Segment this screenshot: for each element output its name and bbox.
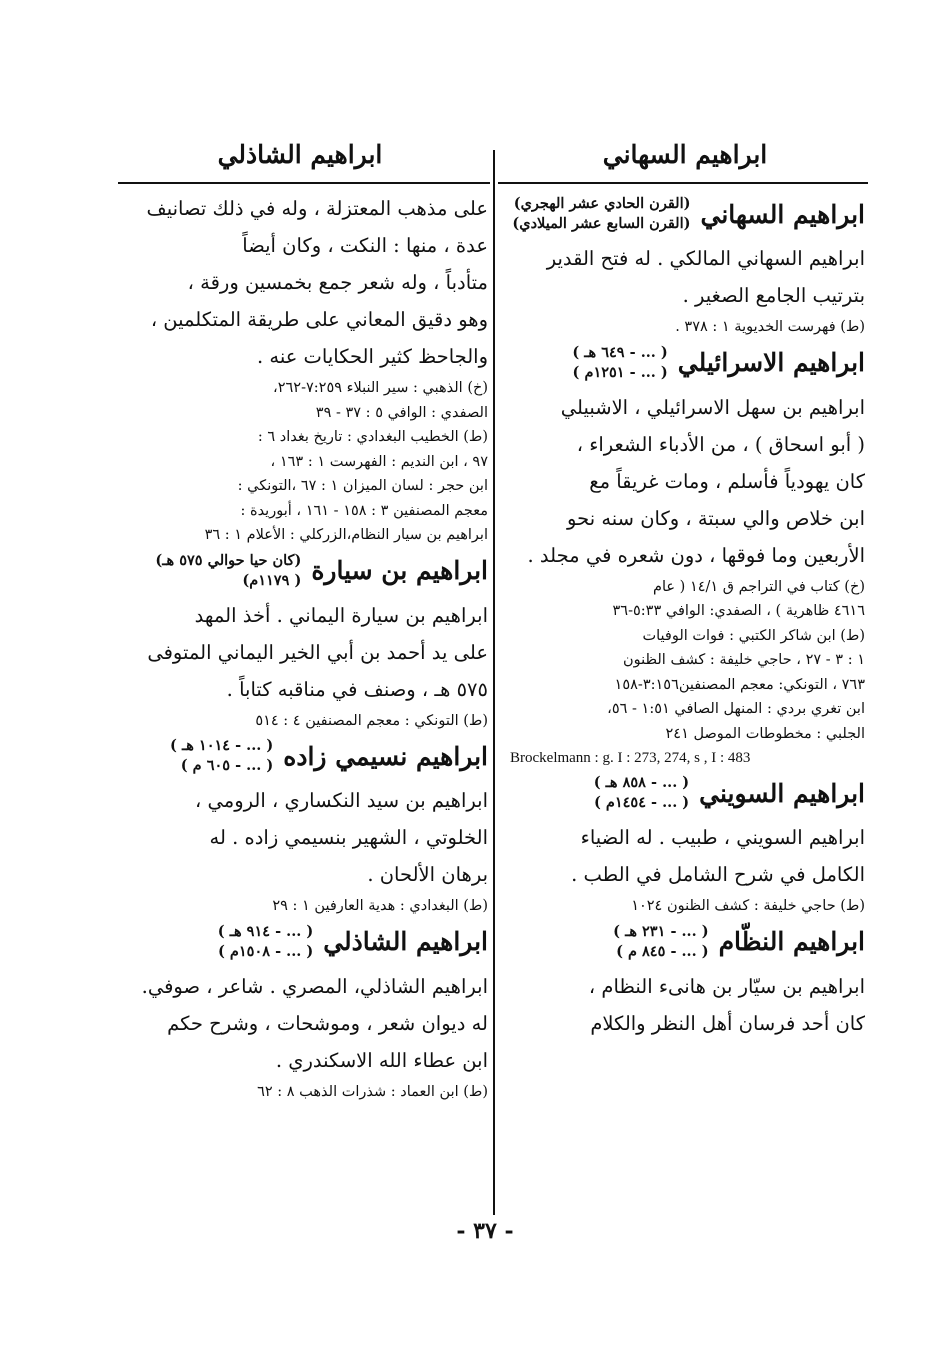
entry-text-line: ابراهيم السهاني المالكي . له فتح القدير — [546, 247, 865, 270]
entry-heading — [500, 194, 865, 234]
entry-text-line: الأربعين وما فوقها ، دون شعره في مجلد . — [527, 543, 865, 567]
entry-date-hijri: ( ... - ٩١٤ هـ ) — [217, 922, 314, 940]
right-header-rule — [498, 182, 868, 184]
entry-reference: الصفدي : الوافي ٥ : ٣٧ - ٣٩ — [315, 404, 488, 421]
left-header-rule — [118, 182, 490, 184]
entry-name: ابراهيم الاسرائيلي — [677, 348, 865, 377]
left-column — [118, 190, 488, 1210]
entry-heading — [500, 922, 865, 962]
entry-reference: ابن حجر : لسان الميزان ١ : ٦٧ ،التونكي : — [237, 478, 488, 494]
entry-date-gregorian: ( ... - ١٥٠٨م ) — [217, 942, 314, 960]
entry-dates — [594, 773, 689, 813]
entry-text-line: ابراهيم بن سيد النكساري ، الرومي ، — [195, 789, 488, 812]
entry-reference: الجلبي : مخطوطات الموصل ٢٤١ — [665, 725, 865, 742]
entry-name: ابراهيم نسيمي زاده — [283, 741, 488, 771]
entry-text-line: برهان الألحان . — [367, 863, 488, 886]
entry-name: ابراهيم النظّام — [718, 927, 865, 956]
entry-reference: ٤٦١٦ ظاهرية ) ، الصفدي: الوافي ٥:٣٣-٣٦ — [612, 603, 865, 619]
entry-reference: (ط) ابن شاكر الكتبي : فوات الوفيات — [642, 627, 865, 644]
entry-reference: (ط) فهرست الخديوية ١ : ٣٧٨ . — [675, 319, 865, 335]
entry-name: ابراهيم السويني — [699, 778, 865, 808]
entry-ibrahim-bin-sayyara — [118, 551, 488, 733]
entry-text-line: الكامل في شرح الشامل في الطب . — [571, 863, 865, 886]
entry-date-gregorian: ( ... - ٦٠٥ م ) — [180, 757, 274, 774]
entry-reference-latin: Brockelmann : g. I : 273, 274, s , I : 483 — [510, 750, 751, 766]
entry-reference: (ط) الخطيب البغدادي : تاريخ بغداد ٦ : — [257, 429, 488, 445]
entry-ibrahim-nasimi-zadeh — [118, 736, 488, 918]
entry-reference: ٩٧ ، ابن النديم : الفهرست ١ : ١٦٣ ، — [270, 453, 488, 470]
page-number: - ٣٧ - — [456, 1218, 514, 1244]
entry-text-line: ابراهيم بن سهل الاسرائيلي ، الاشبيلي — [560, 395, 865, 419]
entry-reference: (ط) حاجي خليفة : كشف الظنون ١٠٢٤ — [631, 898, 865, 914]
entry-date-hijri: ( ... - ٨٥٨ هـ ) — [593, 774, 690, 791]
right-column-header: ابراهيم السهاني — [602, 140, 768, 169]
entry-text-line: الخلوتي ، الشهير بنسيمي زاده . له — [209, 826, 488, 849]
entry-name: ابراهيم بن سيارة — [311, 556, 488, 585]
entry-text-line: ابن عطاء الله الاسكندري . — [275, 1048, 488, 1072]
entry-reference: ١ : ٣ - ٢٧ ، حاجي خليفة : كشف الظنون — [622, 652, 865, 668]
entry-text-line: ابراهيم بن سيارة اليماني . أخذ المهد — [194, 603, 488, 627]
right-column — [500, 190, 865, 1210]
entry-text-line: على يد أحمد بن أبي الخير اليماني المتوفى — [147, 640, 488, 664]
entry-text-line: ( أبو اسحاق ) ، من الأدباء الشعراء ، — [576, 432, 865, 456]
entry-heading — [500, 773, 865, 813]
entry-date-gregorian: ( ... - ١٢٥١م ) — [572, 363, 668, 381]
entry-date-gregorian: ( ١١٧٩م) — [242, 571, 302, 589]
entry-reference: (ط) البغدادي : هدية العارفين ١ : ٢٩ — [272, 898, 488, 914]
entry-dates — [218, 922, 313, 962]
entry-text-line: والجاحظ كثير الحكايات عنه . — [256, 345, 488, 368]
entry-date-gregorian: (القرن السابع عشر الميلادي) — [512, 215, 691, 232]
entry-reference: ابراهيم بن سيار النظام،الزركلي : الأعلام ١ : ٣٦ — [204, 527, 488, 543]
entry-reference: (خ) الذهبي : سير النبلاء ٧:٢٥٩-٢٦٢، — [273, 380, 488, 396]
entry-text-line: ابراهيم بن سيّار بن هانىء النظام ، — [588, 974, 865, 998]
entry-date-hijri: (القرن الحادي عشر الهجري) — [513, 195, 691, 212]
entry-text-line: ابراهيم الشاذلي، المصري . شاعر ، صوفي. — [141, 974, 488, 998]
entry-text-line: ابراهيم السويني ، طبيب . له الضياء — [580, 826, 865, 849]
entry-text-line: كان يهودياً فأسلم ، ومات غريقاً مع — [589, 469, 865, 493]
entry-reference: ٧٦٣ ، التونكي: معجم المصنفين٣:١٥٦-١٥٨ — [614, 676, 865, 693]
entry-name: ابراهيم الشاذلي — [323, 927, 488, 956]
entry-date-hijri: ( ... - ٢٣١ هـ ) — [613, 922, 709, 940]
entry-ibrahim-al-nazzam — [500, 922, 865, 1042]
entry-reference: (ط) ابن العماد : شذرات الذهب ٨ : ٦٢ — [257, 1083, 488, 1100]
entry-dates — [170, 736, 273, 776]
entry-name: ابراهيم السهاني — [700, 199, 865, 229]
entry-text-line: على مذهب المعتزلة ، وله في ذلك تصانيف — [146, 197, 488, 220]
entry-continuation-al-nazzam — [118, 190, 488, 547]
entry-reference: ابن تغري بردي : المنهل الصافي ١:٥١ - ٥٦، — [607, 701, 865, 717]
entry-reference: معجم المصنفين ٣ : ١٥٨ - ١٦١ ، أبوريدة : — [240, 502, 488, 519]
entry-text-line: عدة ، منها : النكت ، وكان أيضاً — [242, 234, 488, 257]
entry-text-line: ابن خلاص والي سبتة ، وكان سنه نحو — [567, 506, 865, 530]
entry-heading — [500, 343, 865, 383]
entry-date-hijri: ( ... - ١٠١٤ هـ ) — [170, 737, 274, 754]
entry-ibrahim-al-suwaini — [500, 773, 865, 918]
entry-date-hijri: ( ... - ٦٤٩ هـ ) — [572, 343, 668, 361]
entry-heading — [118, 736, 488, 776]
entry-dates — [155, 551, 301, 591]
entry-text-line: بترتيب الجامع الصغير . — [682, 284, 865, 307]
entry-dates — [572, 343, 667, 383]
entry-reference: (ط) التونكي : معجم المصنفين ٤ : ٥١٤ — [255, 712, 488, 729]
entry-heading — [118, 551, 488, 591]
entry-date-gregorian: ( ... - ٨٤٥ م ) — [616, 942, 709, 960]
entry-heading — [118, 922, 488, 962]
entry-dates — [613, 922, 708, 962]
entry-text-line: كان أحد فرسان أهل النظر والكلام — [590, 1011, 865, 1035]
entry-text-line: له ديوان شعر ، وموشحات ، وشرح حكم — [167, 1011, 488, 1035]
entry-dates — [512, 194, 690, 234]
entry-ibrahim-al-israili — [500, 343, 865, 770]
entry-date-gregorian: ( ... - ١٤٥٤م ) — [593, 794, 690, 811]
entry-reference: (خ) كتاب في التراجم ق ١٤/١ ( عام — [653, 578, 865, 595]
entry-ibrahim-al-sahani — [500, 194, 865, 339]
entry-date-hijri: (كان حيا حوالي ٥٧٥ هـ) — [155, 551, 302, 569]
entry-ibrahim-al-shadhili — [118, 922, 488, 1104]
column-divider — [493, 150, 495, 1215]
entry-text-line: وهو دقيق المعاني على طريقة المتكلمين ، — [150, 308, 488, 331]
entry-text-line: متأدباً ، وله شعر جمع بخمسين ورقة ، — [187, 271, 488, 294]
entry-text-line: ٥٧٥ هـ ، وصنف في مناقبه كتاباً . — [226, 677, 488, 701]
left-column-header: ابراهيم الشاذلي — [217, 140, 383, 169]
